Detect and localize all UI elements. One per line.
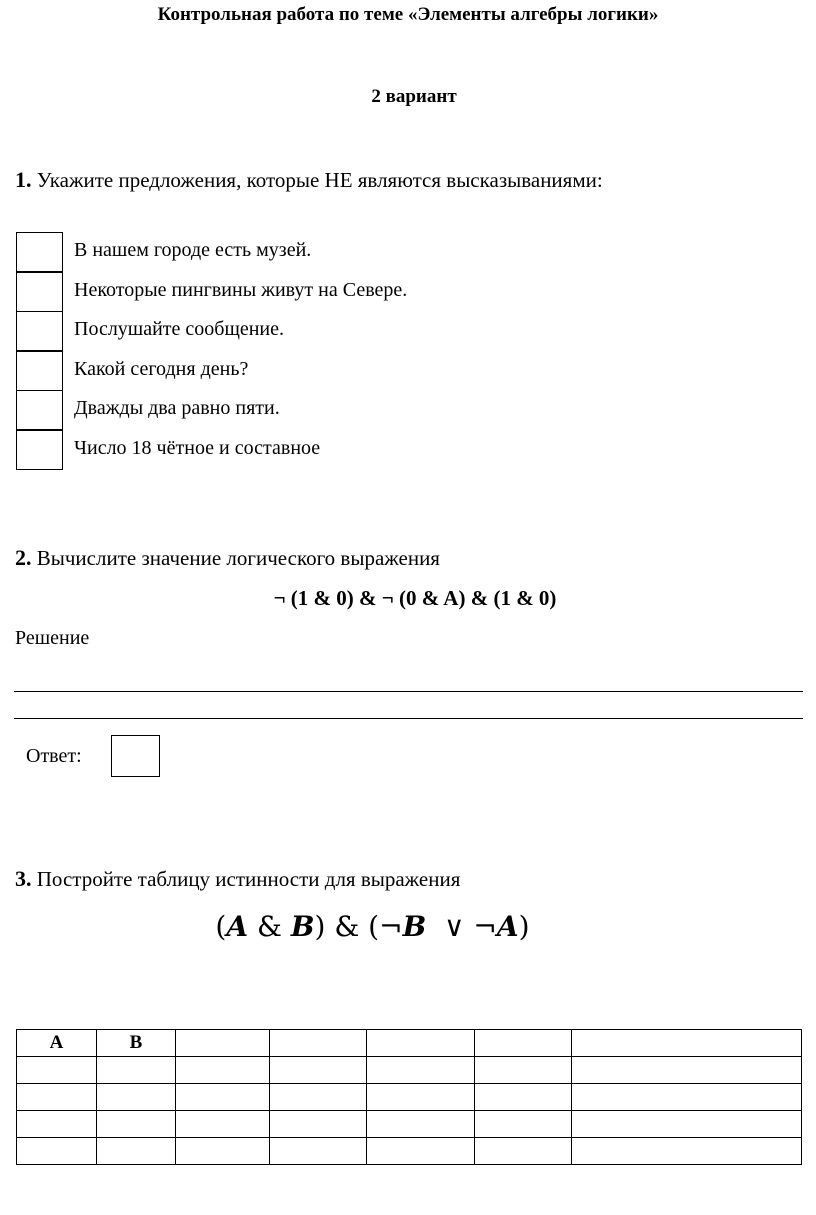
table-cell[interactable] <box>270 1138 367 1165</box>
question-1-number: 1. <box>15 167 32 192</box>
variant-label: 2 вариант <box>371 86 457 107</box>
table-cell[interactable] <box>270 1111 367 1138</box>
table-cell[interactable] <box>475 1057 572 1084</box>
solution-line[interactable] <box>14 718 803 719</box>
table-cell[interactable] <box>367 1111 475 1138</box>
table-row <box>17 1111 802 1138</box>
table-cell[interactable] <box>176 1084 270 1111</box>
truth-table-expression <box>0 910 745 943</box>
table-cell[interactable] <box>572 1084 802 1111</box>
option-text: Послушайте сообщение. <box>74 318 285 340</box>
solution-line[interactable] <box>14 691 803 692</box>
option-text: Некоторые пингвины живут на Севере. <box>74 278 408 301</box>
expr-part: ) <box>314 910 326 943</box>
table-cell[interactable] <box>97 1138 176 1165</box>
option-checkbox[interactable] <box>16 272 63 312</box>
option-checkbox[interactable] <box>16 311 63 351</box>
table-header-cell: A <box>17 1030 97 1057</box>
table-cell[interactable] <box>17 1111 97 1138</box>
question-1 <box>15 167 603 193</box>
table-cell[interactable] <box>97 1057 176 1084</box>
table-cell[interactable] <box>176 1111 270 1138</box>
question-3-number: 3. <box>15 866 32 891</box>
expr-part: (¬ <box>368 910 403 943</box>
page-title: Контрольная работа по теме «Элементы алгебры логики» <box>157 4 659 25</box>
table-row <box>17 1084 802 1111</box>
table-cell[interactable] <box>176 1057 270 1084</box>
table-header-cell[interactable] <box>270 1030 367 1057</box>
table-cell[interactable] <box>270 1057 367 1084</box>
table-header-cell[interactable] <box>176 1030 270 1057</box>
option-text: В нашем городе есть музей. <box>74 239 312 261</box>
question-1-text: Укажите предложения, которые НЕ являются высказываниями: <box>36 168 603 192</box>
table-cell[interactable] <box>17 1084 97 1111</box>
expr-part: & <box>325 910 369 943</box>
table-cell[interactable] <box>572 1057 802 1084</box>
truth-table <box>16 1029 802 1165</box>
expr-var-b: B <box>290 910 315 943</box>
table-cell[interactable] <box>270 1084 367 1111</box>
option-checkbox[interactable] <box>16 390 63 430</box>
expr-var-b: B <box>402 910 427 943</box>
question-3-text: Постройте таблицу истинности для выражения <box>36 867 461 891</box>
option-text: Число 18 чётное и составное <box>74 436 321 459</box>
answer-box[interactable] <box>111 735 160 777</box>
table-cell[interactable] <box>572 1138 802 1165</box>
table-cell[interactable] <box>97 1084 176 1111</box>
table-cell[interactable] <box>367 1138 475 1165</box>
table-row <box>17 1138 802 1165</box>
table-header-row <box>17 1030 802 1057</box>
option-checkbox[interactable] <box>16 351 63 391</box>
question-2-number: 2. <box>15 545 32 570</box>
expr-part: ∨ ¬ <box>426 910 497 943</box>
expr-var-a: A <box>226 910 249 943</box>
table-cell[interactable] <box>475 1084 572 1111</box>
logic-expression: ¬ (1 & 0) & ¬ (0 & A) & (1 & 0) <box>273 586 557 610</box>
expr-part: & <box>248 910 291 943</box>
table-cell[interactable] <box>475 1138 572 1165</box>
question-2-text: Вычислите значение логического выражения <box>36 546 440 570</box>
table-cell[interactable] <box>97 1111 176 1138</box>
table-header-cell[interactable] <box>475 1030 572 1057</box>
table-cell[interactable] <box>17 1057 97 1084</box>
option-text: Какой сегодня день? <box>74 357 249 380</box>
option-checkbox[interactable] <box>16 430 63 470</box>
option-text: Дважды два равно пяти. <box>74 397 280 419</box>
expr-var-a: A <box>496 910 519 943</box>
table-header-cell[interactable] <box>367 1030 475 1057</box>
table-cell[interactable] <box>475 1111 572 1138</box>
table-cell[interactable] <box>367 1084 475 1111</box>
expr-part: ) <box>518 910 530 943</box>
table-header-cell[interactable] <box>572 1030 802 1057</box>
table-header-cell: B <box>97 1030 176 1057</box>
expr-part: ( <box>215 910 227 943</box>
table-cell[interactable] <box>17 1138 97 1165</box>
table-row <box>17 1057 802 1084</box>
answer-label: Ответ: <box>26 745 82 767</box>
question-3 <box>15 866 460 892</box>
table-cell[interactable] <box>572 1111 802 1138</box>
solution-label: Решение <box>15 627 90 649</box>
option-checkbox[interactable] <box>16 232 63 272</box>
table-cell[interactable] <box>367 1057 475 1084</box>
question-2 <box>15 545 440 571</box>
table-cell[interactable] <box>176 1138 270 1165</box>
